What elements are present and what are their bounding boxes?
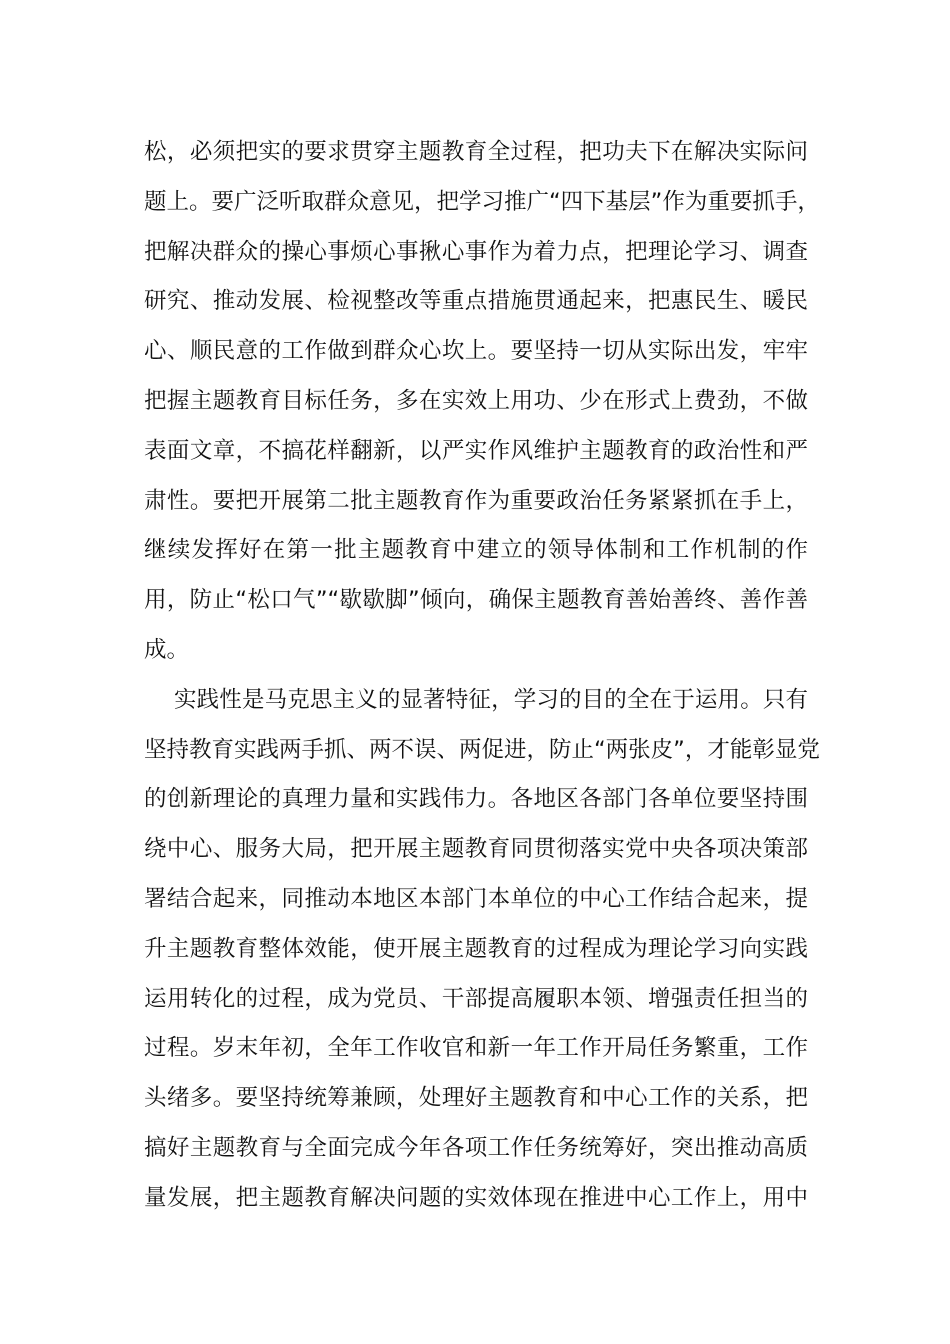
text-line: 题上。要广泛听取群众意见，把学习推广“四下基层”作为重要抓手， <box>144 188 820 215</box>
text-line: 过程。岁末年初，全年工作收官和新一年工作开局任务繁重，工作 <box>144 1035 808 1062</box>
text-line: 成。 <box>144 636 190 663</box>
text-line: 署结合起来，同推动本地区本部门本单位的中心工作结合起来，提 <box>144 885 808 912</box>
text-line: 绕中心、服务大局，把开展主题教育同贯彻落实党中央各项决策部 <box>144 836 808 863</box>
text-line: 升主题教育整体效能，使开展主题教育的过程成为理论学习向实践 <box>144 935 808 962</box>
text-line: 把握主题教育目标任务，多在实效上用功、少在形式上费劲，不做 <box>144 387 808 414</box>
text-line: 继续发挥好在第一批主题教育中建立的领导体制和工作机制的作 <box>144 537 808 564</box>
text-line: 肃性。要把开展第二批主题教育作为重要政治任务紧紧抓在手上， <box>144 487 808 514</box>
text-line: 头绪多。要坚持统筹兼顾，处理好主题教育和中心工作的关系，把 <box>144 1085 808 1112</box>
text-line: 把解决群众的操心事烦心事揪心事作为着力点，把理论学习、调查 <box>144 238 808 265</box>
text-line: 的创新理论的真理力量和实践伟力。各地区各部门各单位要坚持围 <box>144 786 808 813</box>
paragraph-2 <box>144 676 820 1224</box>
text-line: 用，防止“松口气”“歇歇脚”倾向，确保主题教育善始善终、善作善 <box>144 587 808 614</box>
text-line: 心、顺民意的工作做到群众心坎上。要坚持一切从实际出发，牢牢 <box>144 338 808 365</box>
text-line: 表面文章，不搞花样翻新，以严实作风维护主题教育的政治性和严 <box>144 437 808 464</box>
text-line: 坚持教育实践两手抓、两不误、两促进，防止“两张皮”，才能彰显党 <box>144 736 820 763</box>
body-text <box>144 128 820 1224</box>
paragraph-1 <box>144 128 820 676</box>
text-line: 量发展，把主题教育解决问题的实效体现在推进中心工作上，用中 <box>144 1184 808 1211</box>
text-line: 搞好主题教育与全面完成今年各项工作任务统筹好，突出推动高质 <box>144 1134 808 1161</box>
text-line: 运用转化的过程，成为党员、干部提高履职本领、增强责任担当的 <box>144 985 808 1012</box>
text-line: 实践性是马克思主义的显著特征，学习的目的全在于运用。只有 <box>174 686 808 713</box>
text-line: 研究、推动发展、检视整改等重点措施贯通起来，把惠民生、暖民 <box>144 288 808 315</box>
text-line: 松，必须把实的要求贯穿主题教育全过程，把功夫下在解决实际问 <box>144 139 808 165</box>
